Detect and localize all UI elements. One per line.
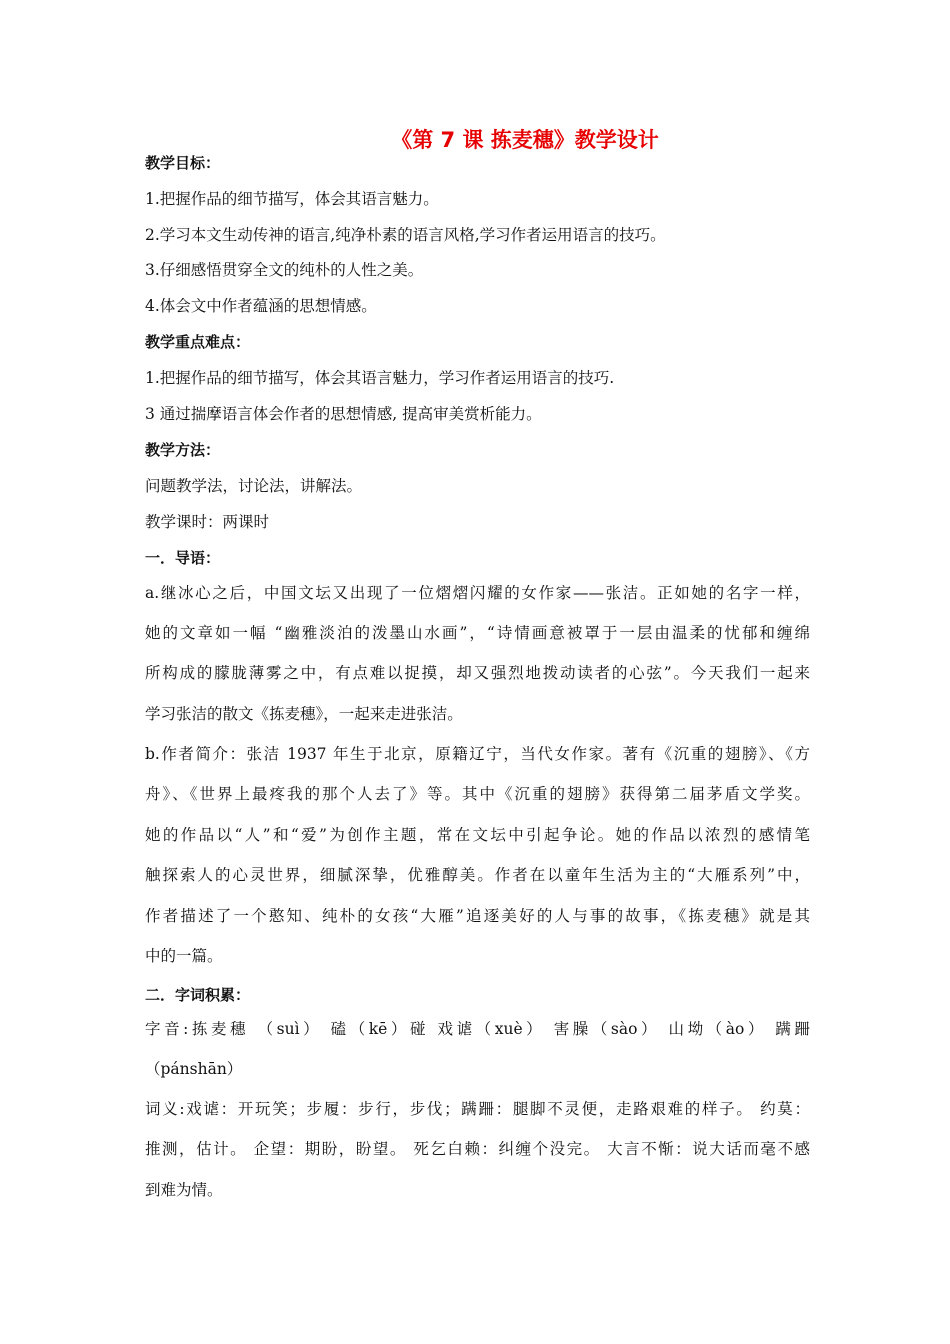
methods-text: 问题教学法，讨论法，讲解法。 (145, 477, 363, 495)
vocab-meaning-line-3: 到难为情。 (145, 1181, 223, 1199)
objective-item-2: 2.学习本文生动传神的语言,纯净朴素的语言风格,学习作者运用语言的技巧。 (145, 226, 666, 244)
document-title: 《第 7 课 拣麦穗》教学设计 (391, 128, 659, 152)
objectives-heading: 教学目标： (145, 154, 221, 172)
objective-item-3: 3.仔细感悟贯穿全文的纯朴的人性之美。 (145, 261, 424, 279)
intro-line-5: b.作者简介：张洁 1937 年生于北京，原籍辽宁，当代女作家。著有《沉重的翅膀》、《方 (145, 745, 810, 763)
objective-item-1: 1.把握作品的细节描写，体会其语言魅力。 (145, 190, 439, 208)
vocab-heading: 二．字词积累： (145, 986, 251, 1004)
key-points-heading: 教学重点难点： (145, 333, 251, 351)
intro-line-8: 触探索人的心灵世界，细腻深挚，优雅醇美。作者在以童年生活为主的“大雁系列”中， (145, 866, 810, 884)
key-point-item-1: 1.把握作品的细节描写，体会其语言魅力，学习作者运用语言的技巧. (145, 369, 615, 387)
vocab-pronunciation-line-2: （pánshān） (145, 1060, 243, 1078)
intro-heading: 一．导语： (145, 549, 221, 567)
class-hours: 教学课时：两课时 (145, 513, 270, 531)
intro-line-10: 中的一篇。 (145, 947, 223, 965)
vocab-meaning-line-2: 推测，估计。 企望：期盼，盼望。 死乞白赖：纠缠个没完。 大言不惭：说大话而毫不感 (145, 1140, 810, 1158)
intro-line-4: 学习张洁的散文《拣麦穗》，一起来走进张洁。 (145, 705, 463, 723)
key-point-item-2: 3 通过揣摩语言体会作者的思想情感, 提高审美赏析能力。 (145, 405, 542, 423)
intro-line-1: a.继冰心之后，中国文坛又出现了一位熠熠闪耀的女作家——张洁。正如她的名字一样， (145, 584, 810, 602)
vocab-pronunciation-line-1: 字音:拣麦穗 （suì） 磕（kē）碰 戏谑（xuè） 害臊（sào） 山坳（ào） 蹒跚 (145, 1020, 810, 1038)
intro-line-6: 舟》、《世界上最疼我的那个人去了》等。其中《沉重的翅膀》获得第二届茅盾文学奖。 (145, 785, 810, 803)
objective-item-4: 4.体会文中作者蕴涵的思想情感。 (145, 297, 377, 315)
vocab-meaning-line-1: 词义:戏谑：开玩笑；步履：步行，步伐；蹒跚：腿脚不灵便，走路艰难的样子。 约莫： (145, 1100, 810, 1118)
intro-line-7: 她的作品以“人”和“爱”为创作主题，常在文坛中引起争论。她的作品以浓烈的感情笔 (145, 826, 810, 844)
intro-line-2: 她的文章如一幅 “幽雅淡泊的泼墨山水画”，“诗情画意被罩于一层由温柔的忧郁和缠绵 (145, 624, 810, 642)
intro-line-9: 作者描述了一个憨知、纯朴的女孩“大雁”追逐美好的人与事的故事，《拣麦穗》就是其 (145, 907, 810, 925)
methods-heading: 教学方法： (145, 441, 221, 459)
intro-line-3: 所构成的朦胧薄雾之中，有点难以捉摸，却又强烈地拨动读者的心弦”。今天我们一起来 (145, 664, 810, 682)
